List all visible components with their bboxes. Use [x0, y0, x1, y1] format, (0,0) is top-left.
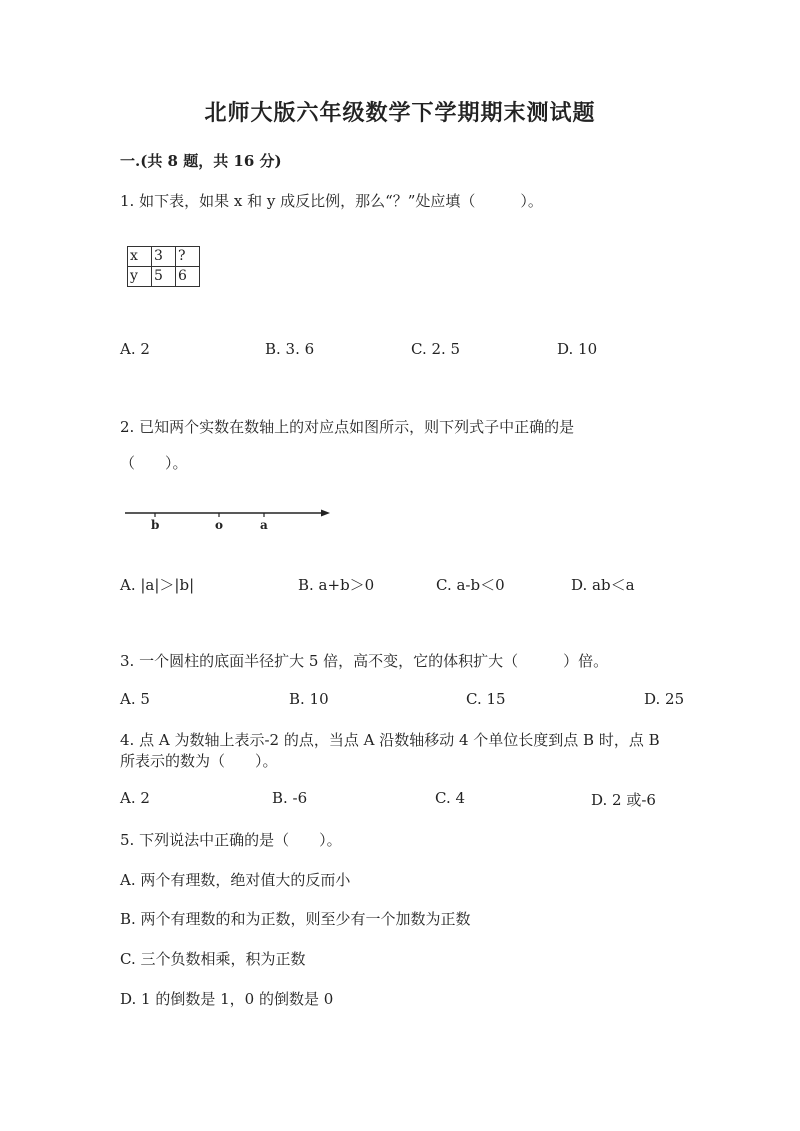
question-5-option-a: A. 两个有理数，绝对值大的反而小 — [120, 871, 351, 889]
question-2-option-b: B. a+b＞0 — [298, 576, 375, 594]
table-cell: 6 — [176, 267, 200, 287]
section-heading: 一.(共 8 题，共 16 分) — [120, 152, 282, 170]
question-1-option-d: D. 10 — [557, 340, 598, 358]
table-cell: 5 — [152, 267, 176, 287]
table-row — [128, 247, 200, 267]
table-cell: 3 — [152, 247, 176, 267]
question-1-option-a: A. 2 — [120, 340, 150, 358]
number-line-arrow — [321, 510, 330, 517]
number-line-label-b: b — [151, 518, 160, 532]
xy-table — [127, 246, 200, 287]
question-4-stem-line-2: 所表示的数为（ ）。 — [120, 752, 278, 770]
question-2-option-a: A. |a|＞|b| — [120, 576, 195, 594]
question-3-option-a: A. 5 — [120, 690, 150, 708]
question-1-stem: 1. 如下表，如果 x 和 y 成反比例，那么“？”处应填（ ）。 — [120, 192, 543, 210]
question-4-option-c: C. 4 — [435, 789, 466, 807]
question-4-option-d: D. 2 或-6 — [591, 791, 656, 809]
question-1-option-b: B. 3. 6 — [265, 340, 315, 358]
question-5-stem: 5. 下列说法中正确的是（ ）。 — [120, 831, 342, 849]
question-2-option-c: C. a-b＜0 — [436, 576, 505, 594]
question-5-option-c: C. 三个负数相乘，积为正数 — [120, 950, 306, 968]
question-2-stem-line-1: 2. 已知两个实数在数轴上的对应点如图所示，则下列式子中正确的是 — [120, 418, 575, 436]
table-row — [128, 267, 200, 287]
question-3-stem: 3. 一个圆柱的底面半径扩大 5 倍，高不变，它的体积扩大（ ）倍。 — [120, 652, 609, 670]
question-3-option-c: C. 15 — [466, 690, 506, 708]
question-4-option-a: A. 2 — [120, 789, 150, 807]
number-line-label-a: a — [260, 518, 268, 532]
question-5-option-d: D. 1 的倒数是 1，0 的倒数是 0 — [120, 990, 334, 1008]
page-title: 北师大版六年级数学下学期期末测试题 — [204, 100, 596, 126]
question-1-option-c: C. 2. 5 — [411, 340, 461, 358]
question-3-option-d: D. 25 — [644, 690, 685, 708]
table-cell: ? — [176, 247, 200, 267]
table-cell: x — [128, 247, 152, 267]
question-4-stem-line-1: 4. 点 A 为数轴上表示-2 的点，当点 A 沿数轴移动 4 个单位长度到点 B 时，点 B — [120, 731, 660, 749]
table-cell: y — [128, 267, 152, 287]
question-5-option-b: B. 两个有理数的和为正数，则至少有一个加数为正数 — [120, 910, 471, 928]
question-2-stem-line-2: （ ）。 — [120, 454, 188, 472]
question-4-option-b: B. -6 — [272, 789, 308, 807]
question-2-option-d: D. ab＜a — [571, 576, 635, 594]
question-3-option-b: B. 10 — [289, 690, 329, 708]
number-line-label-o: o — [215, 518, 224, 532]
number-line-figure — [120, 500, 340, 538]
